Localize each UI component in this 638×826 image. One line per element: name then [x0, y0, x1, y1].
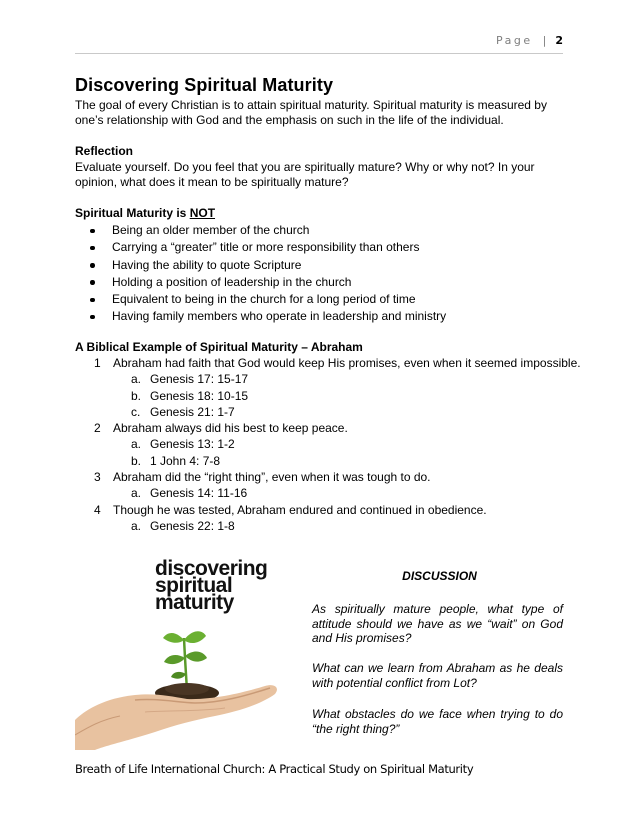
discussion-question: What can we learn from Abraham as he deals with potential conflict from Lot? — [312, 661, 563, 690]
ref-text: 1 John 4: 7-8 — [150, 453, 221, 468]
page-header — [75, 34, 563, 47]
logo-line: spiritual — [155, 574, 233, 597]
item-text: Though he was tested, Abraham endured and continued in obedience. — [113, 502, 487, 517]
list-item-text: Being an older member of the church — [112, 223, 310, 237]
numbered-item — [75, 355, 581, 371]
ref-letter: a. — [131, 437, 142, 452]
ref-letter: a. — [131, 372, 142, 387]
scripture-ref — [75, 404, 575, 420]
page-footer: Breath of Life International Church: A Practical Study on Spiritual Maturity — [75, 762, 474, 776]
ref-letter: c. — [131, 404, 141, 419]
list-item — [90, 222, 446, 239]
ref-letter: a. — [131, 486, 142, 501]
bullet-icon — [90, 315, 95, 320]
page-label: Page — [495, 34, 533, 47]
leaf-icon — [171, 672, 186, 679]
numbered-item — [75, 502, 575, 518]
intro-paragraph: The goal of every Christian is to attain spiritual maturity. Spiritual maturity is measured by one’s relationship with God and the emphasis on such in the life of the individual. — [75, 98, 547, 127]
seedling-stem — [184, 638, 187, 690]
item-number: 2 — [94, 421, 101, 436]
item-text: Abraham always did his best to keep peace. — [113, 421, 348, 436]
ref-text: Genesis 17: 15-17 — [150, 372, 249, 387]
example-heading: A Biblical Example of Spiritual Maturity – Abraham — [75, 340, 363, 354]
reflection-heading: Reflection — [75, 144, 134, 158]
item-number: 1 — [94, 356, 101, 370]
numbered-item — [75, 420, 575, 436]
leaf-icon — [164, 655, 185, 664]
list-item-text: Having the ability to quote Scripture — [112, 257, 302, 272]
scripture-ref — [75, 453, 575, 469]
page-number: 2 — [555, 34, 563, 47]
leaf-icon — [184, 631, 206, 643]
discussion-box — [312, 566, 563, 736]
reflection-text: Evaluate yourself. Do you feel that you are spiritually mature? Why or why not? In your opinion, what does it mean to be spiritually mature? — [75, 160, 535, 189]
ref-text: Genesis 13: 1-2 — [150, 437, 235, 452]
discussion-question: What obstacles do we face when trying to do “the right thing?” — [312, 707, 563, 736]
list-item-text: Equivalent to being in the church for a long period of time — [112, 292, 416, 307]
list-item-text: Having family members who operate in leadership and ministry — [112, 309, 447, 324]
leaf-icon — [185, 652, 207, 662]
not-heading-prefix: Spiritual Maturity is — [75, 206, 190, 220]
list-item — [90, 257, 446, 274]
not-section-heading — [75, 206, 215, 220]
illustration-figure — [75, 557, 280, 750]
page-separator: | — [542, 34, 547, 47]
not-list — [90, 222, 446, 326]
scripture-ref — [75, 518, 575, 534]
item-text: Abraham did the “right thing”, even when it was tough to do. — [113, 470, 431, 485]
scripture-ref — [75, 371, 575, 387]
logo-line: discovering — [155, 557, 268, 580]
list-item — [90, 291, 446, 308]
scripture-ref — [75, 388, 575, 404]
ref-letter: b. — [131, 388, 142, 403]
ref-text: Genesis 18: 10-15 — [150, 388, 249, 403]
example-list — [75, 355, 581, 534]
logo-line: maturity — [155, 591, 234, 614]
ref-letter: a. — [131, 518, 142, 533]
item-text: Abraham had faith that God would keep His promises, even when it seemed impossible. — [113, 356, 581, 370]
scripture-ref — [75, 485, 575, 501]
bullet-icon — [90, 263, 95, 268]
header-divider — [75, 53, 563, 54]
page-title: Discovering Spiritual Maturity — [75, 75, 334, 95]
hand-seedling-illustration — [75, 557, 280, 750]
discussion-title: DISCUSSION — [402, 569, 477, 583]
not-heading-emphasis: NOT — [189, 206, 216, 220]
bullet-icon — [90, 280, 95, 285]
numbered-item — [75, 469, 575, 485]
ref-letter: b. — [131, 453, 142, 468]
ref-text: Genesis 22: 1-8 — [150, 518, 235, 533]
item-number: 4 — [94, 502, 101, 517]
list-item — [90, 239, 446, 256]
ref-text: Genesis 14: 11-16 — [150, 486, 248, 501]
list-item — [90, 274, 446, 291]
list-item-text: Holding a position of leadership in the church — [112, 274, 352, 289]
bullet-icon — [90, 298, 95, 303]
list-item — [90, 308, 446, 325]
leaf-icon — [163, 633, 184, 643]
list-item-text: Carrying a “greater” title or more responsibility than others — [112, 240, 420, 255]
bullet-icon — [90, 229, 95, 234]
discussion-question: As spiritually mature people, what type of attitude should we have as we “wait” on God and His promises? — [312, 602, 563, 645]
item-number: 3 — [94, 470, 101, 485]
scripture-ref — [75, 436, 575, 452]
ref-text: Genesis 21: 1-7 — [150, 404, 235, 419]
bullet-icon — [90, 246, 95, 251]
